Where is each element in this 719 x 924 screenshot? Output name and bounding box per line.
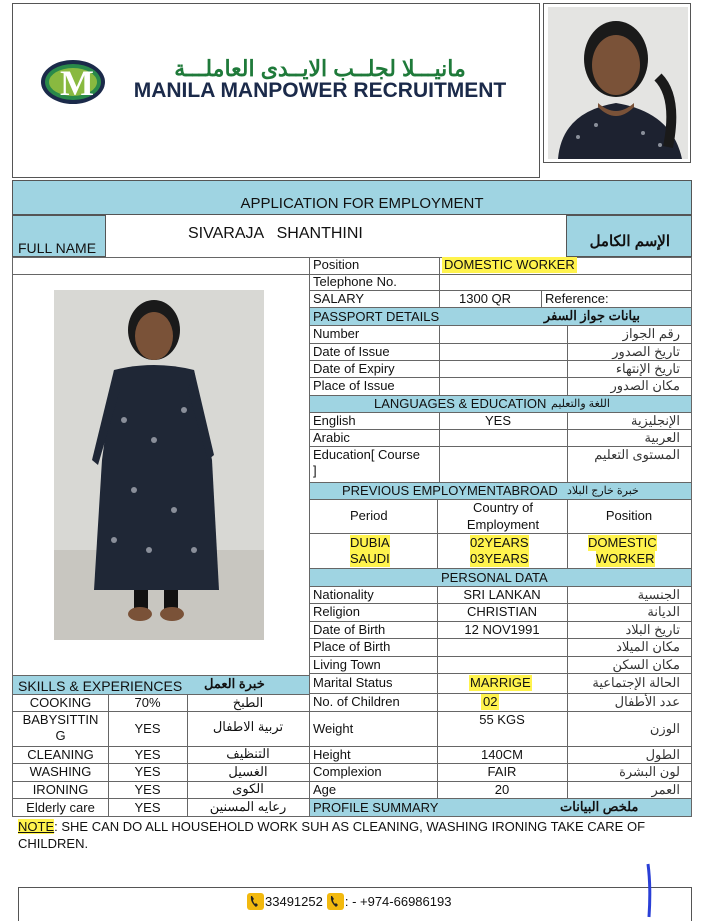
passport-issue-arabic: تاريخ الصدور [612,344,680,359]
living-town-label: Living Town [313,657,381,672]
weight-value: 55 KGS [479,712,525,727]
position-label: Position [313,257,360,272]
languages-header: LANGUAGES & EDUCATION [374,396,547,411]
profile-summary-arabic: ملخص البيانات [560,799,639,814]
nationality-arabic: الجنسية [637,587,680,602]
skills-header: SKILLS & EXPERIENCES [18,678,183,694]
living-town-arabic: مكان السكن [612,657,680,672]
employment-years-1: 02YEARS [470,535,529,550]
footer-contacts [247,893,451,910]
skill-washing: WASHING [29,764,92,779]
phone-number-2: : - +974-66986193 [344,894,452,909]
pob-label: Place of Birth [313,639,391,654]
weight-label: Weight [313,721,354,736]
marital-arabic: الحالة الإجتماعية [592,675,680,690]
english-arabic: الإنجليزية [630,413,680,428]
phone-icon [247,893,264,910]
children-label: No. of Children [313,694,400,709]
religion-label: Religion [313,604,360,619]
note-body: : SHE CAN DO ALL HOUSEHOLD WORK SUH AS CLEANING, WASHING IRONING TAKE CARE OF CHILDREN. [18,819,646,851]
age-label: Age [313,782,337,797]
previous-employment-header: PREVIOUS EMPLOYMENTABROAD [342,483,558,498]
skill-cooking: COOKING [29,695,92,710]
company-name-arabic: مانيـــلا لجلــب الايــدى العاملـــة [174,56,466,81]
height-label: Height [313,747,351,762]
previous-employment-arabic: خبرة خارج البلاد [567,485,639,497]
passport-expiry-arabic: تاريخ الإنتهاء [615,361,680,376]
children-value: 02 [483,694,498,709]
age-arabic: العمر [651,782,680,797]
passport-header-arabic: بيانات جواز السفر [543,308,640,323]
skill-cooking-arabic: الطبخ [232,695,264,710]
passport-number-arabic: رقم الجواز [622,326,680,341]
employment-country-1: DUBIA [350,535,390,550]
skill-elderly-care: Elderly care [26,800,95,815]
note-label: NOTE [18,819,55,834]
skill-babysitting: BABYSITTIN [22,712,99,727]
religion-value: CHRISTIAN [466,604,538,619]
headshot-photo [548,7,688,159]
passport-number-label: Number [313,326,360,341]
skill-ironing-arabic: الكوى [232,781,264,796]
col-country-2: Employment [466,517,540,532]
personal-data-header: PERSONAL DATA [441,570,548,585]
employment-country-2: SAUDI [350,551,390,566]
col-country-1: Country of [473,500,533,515]
form-title: APPLICATION FOR EMPLOYMENT [240,195,484,212]
skill-washing-value: YES [134,764,161,779]
english-label: English [313,413,356,428]
dob-arabic: تاريخ البلاد [625,622,680,637]
education-label-close: ] [313,463,317,478]
height-value: 140CM [481,747,523,762]
full-name-value: SIVARAJA SHANTHINI [188,225,363,242]
complexion-arabic: لون البشرة [619,764,680,779]
skills-header-arabic: خبرة العمل [204,676,265,691]
telephone-label: Telephone No. [313,274,397,289]
skill-ironing-value: YES [134,782,161,797]
col-period: Period [350,508,388,523]
children-arabic: عدد الأطفال [614,694,680,709]
note-text [18,818,698,852]
height-arabic: الطول [645,747,680,762]
nationality-label: Nationality [313,587,374,602]
arabic-label: Arabic [313,430,350,445]
logo-letter: M [60,63,94,103]
dob-label: Date of Birth [313,622,386,637]
skill-elderly-care-value: YES [134,800,161,815]
full-name-label: FULL NAME [18,240,97,256]
phone-number-1: 33491252 [265,894,323,909]
skill-babysitting-value: YES [134,721,161,736]
weight-arabic: الوزن [649,721,680,736]
skill-cleaning-arabic: التنظيف [226,746,270,761]
arabic-arabic: العربية [644,430,680,445]
languages-header-arabic: اللغة والتعليم [551,398,610,410]
marital-label: Marital Status [313,675,393,690]
pen-mark [645,862,653,919]
skill-babysitting-arabic: تربية الاطفال [212,719,284,734]
col-position: Position [605,508,653,523]
complexion-label: Complexion [313,764,382,779]
religion-arabic: الديانة [647,604,680,619]
skill-cooking-value: 70% [134,695,161,710]
nationality-value: SRI LANKAN [463,587,541,602]
passport-place-label: Place of Issue [313,378,395,393]
education-label: Education[ Course [313,447,420,462]
skill-cleaning: CLEANING [27,747,94,762]
age-value: 20 [494,782,510,797]
dob-value: 12 NOV1991 [464,622,540,637]
skill-babysitting-wrap: G [55,728,66,743]
skill-ironing: IRONING [32,782,89,797]
salary-value: 1300 QR [459,291,512,306]
passport-expiry-label: Date of Expiry [313,361,395,376]
employment-position-1: DOMESTIC [588,535,657,550]
passport-place-arabic: مكان الصدور [610,378,680,393]
employment-years-2: 03YEARS [470,551,529,566]
profile-summary-header: PROFILE SUMMARY [313,800,439,815]
skill-cleaning-value: YES [134,747,161,762]
complexion-value: FAIR [487,764,517,779]
passport-issue-label: Date of Issue [313,344,390,359]
full-name-arabic: الإسم الكامل [589,233,670,250]
employment-position-2: WORKER [596,551,655,566]
education-arabic: المستوى التعليم [594,447,680,462]
company-name-english: MANILA MANPOWER RECRUITMENT [133,79,507,102]
full-body-photo [54,290,264,640]
reference-label: Reference: [545,291,609,306]
passport-header: PASSPORT DETAILS [313,309,440,324]
marital-value: MARRIGE [470,675,531,690]
skill-washing-arabic: الغسيل [228,764,268,779]
skill-elderly-care-arabic: رعايه المسنين [209,799,287,814]
english-value: YES [485,413,512,428]
position-value: DOMESTIC WORKER [444,257,575,272]
company-logo [40,58,106,106]
phone-icon [327,893,344,910]
pob-arabic: مكان الميلاد [616,639,680,654]
salary-label: SALARY [313,291,365,306]
